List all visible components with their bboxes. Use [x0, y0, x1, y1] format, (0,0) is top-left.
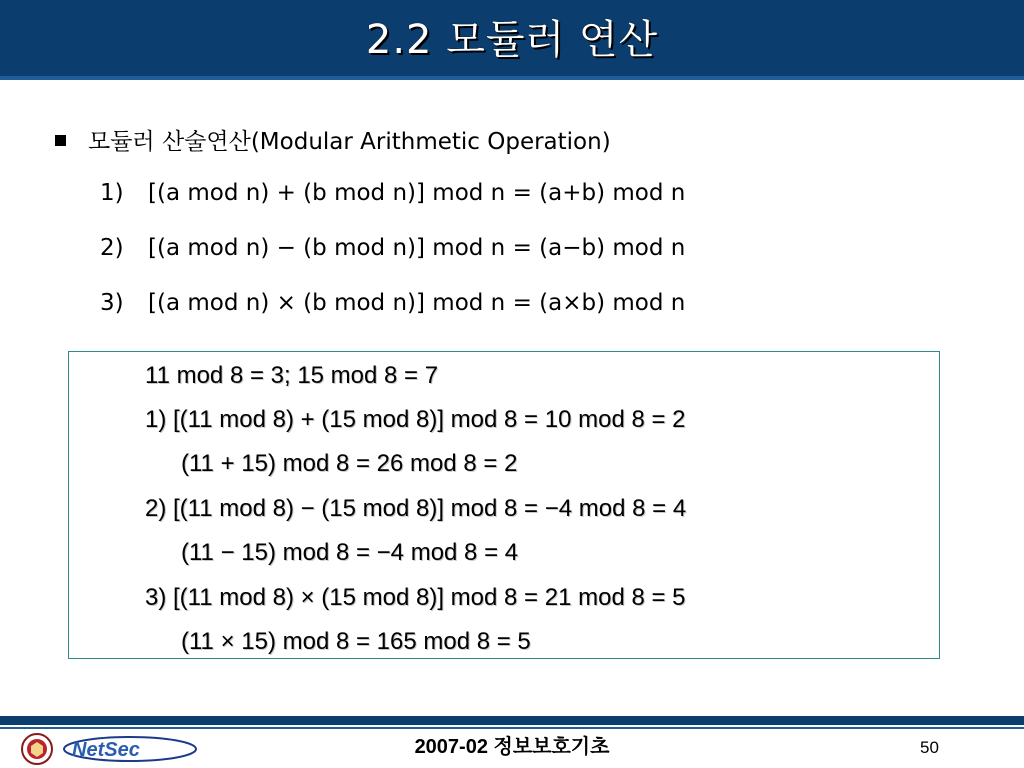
example-line: 3) [(11 mod 8) × (15 mod 8)] mod 8 = 21 mod 8 = 5 — [145, 584, 686, 611]
slide-title: 2.2 모듈러 연산 — [365, 17, 659, 63]
example-line: (11 × 15) mod 8 = 165 mod 8 = 5 — [181, 628, 531, 655]
example-line: (11 − 15) mod 8 = −4 mod 8 = 4 — [181, 539, 519, 566]
rule-text: [(a mod n) + (b mod n)] mod n = (a+b) mod n — [148, 180, 686, 206]
rule-number: 2) — [100, 235, 124, 261]
rule-3 — [100, 290, 685, 316]
rule-number: 3) — [100, 290, 124, 316]
rule-1 — [100, 180, 685, 206]
netsec-logo-text: NetSec — [72, 739, 140, 761]
footer-text: 2007-02 정보보호기초 — [414, 736, 610, 758]
footer-rule — [0, 727, 1024, 729]
bullet-square-icon — [55, 135, 66, 146]
rule-number: 1) — [100, 180, 124, 206]
page-number: 50 — [920, 738, 939, 757]
example-line: 2) [(11 mod 8) − (15 mod 8)] mod 8 = −4 mod 8 = 4 — [145, 495, 687, 522]
rule-text: [(a mod n) − (b mod n)] mod n = (a−b) mod n — [148, 235, 686, 261]
example-line: 11 mod 8 = 3; 15 mod 8 = 7 — [145, 362, 439, 389]
footer-bar — [0, 716, 1024, 725]
example-line: 1) [(11 mod 8) + (15 mod 8)] mod 8 = 10 mod 8 = 2 — [145, 406, 686, 433]
section-heading: 모듈러 산술연산(Modular Arithmetic Operation) — [88, 129, 611, 155]
example-line: (11 + 15) mod 8 = 26 mod 8 = 2 — [181, 450, 518, 477]
rule-text: [(a mod n) × (b mod n)] mod n = (a×b) mod n — [148, 290, 686, 316]
rule-2 — [100, 235, 685, 261]
